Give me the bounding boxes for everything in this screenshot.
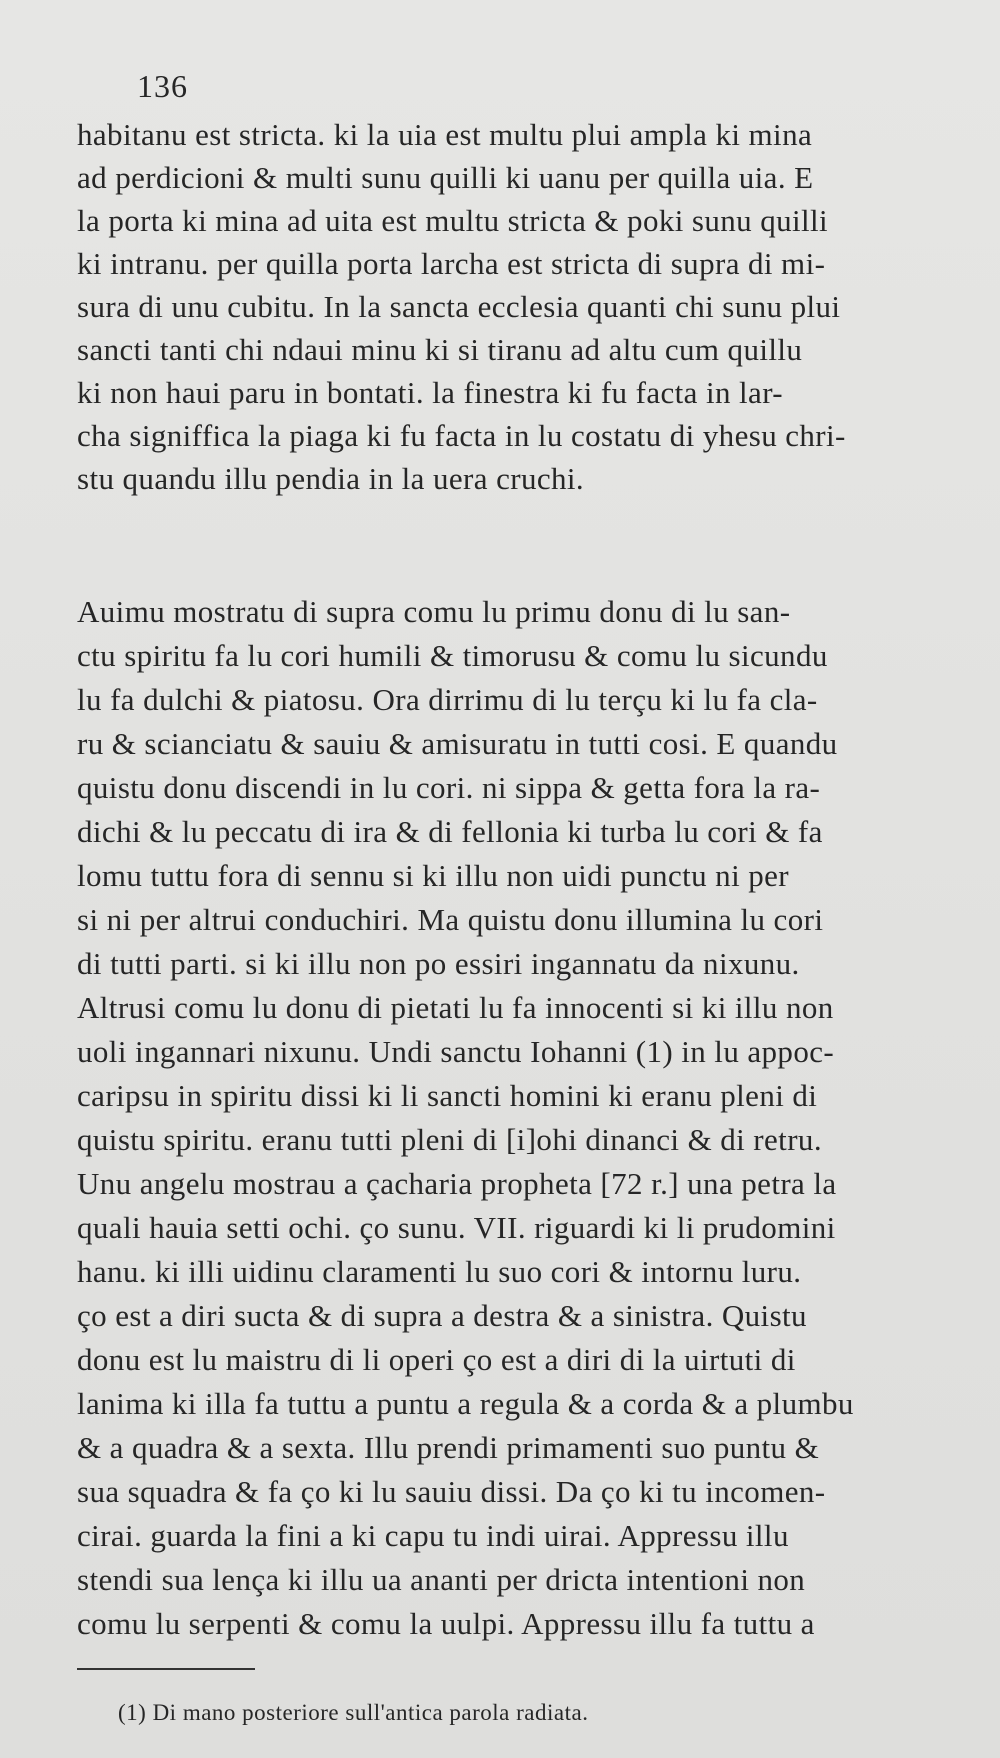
text-line: lu fa dulchi & piatosu. Ora dirrimu di lu terçu ki lu fa cla- — [77, 682, 818, 717]
footnote: (1) Di mano posteriore sull'antica parola radiata. — [118, 1700, 589, 1725]
text-line: quistu donu discendi in lu cori. ni sippa & getta fora la ra- — [77, 770, 821, 805]
text-line: ad perdicioni & multi sunu quilli ki uanu per quilla uia. E — [77, 160, 814, 195]
footnote-divider — [77, 1668, 255, 1670]
text-line: lanima ki illa fa tuttu a puntu a regula & a corda & a plumbu — [77, 1386, 854, 1421]
text-line: uoli ingannari nixunu. Undi sanctu Iohanni (1) in lu appoc- — [77, 1034, 835, 1069]
page-number: 136 — [137, 68, 188, 104]
text-line: lomu tuttu fora di sennu si ki illu non uidi punctu ni per — [77, 858, 790, 893]
text-line: dichi & lu peccatu di ira & di fellonia ki turba lu cori & fa — [77, 814, 823, 849]
text-line: quali hauia setti ochi. ço sunu. VII. riguardi ki li prudomini — [77, 1210, 836, 1245]
text-line: ctu spiritu fa lu cori humili & timorusu & comu lu sicundu — [77, 638, 828, 673]
text-line: Unu angelu mostrau a çacharia propheta [72 r.] una petra la — [77, 1166, 837, 1201]
text-line: Auimu mostratu di supra comu lu primu donu di lu san- — [77, 594, 791, 629]
text-line: cha signiffica la piaga ki fu facta in lu costatu di yhesu chri- — [77, 418, 846, 453]
text-line: sura di unu cubitu. In la sancta ecclesia quanti chi sunu plui — [77, 289, 841, 324]
text-line: la porta ki mina ad uita est multu stricta & poki sunu quilli — [77, 203, 829, 238]
text-line: & a quadra & a sexta. Illu prendi primamenti suo puntu & — [77, 1430, 820, 1465]
text-line: caripsu in spiritu dissi ki li sancti homini ki eranu pleni di — [77, 1078, 818, 1113]
text-line: stendi sua lença ki illu ua ananti per dricta intentioni non — [77, 1562, 806, 1597]
text-line: si ni per altrui conduchiri. Ma quistu donu illumina lu cori — [77, 902, 824, 937]
text-line: Altrusi comu lu donu di pietati lu fa innocenti si ki illu non — [77, 990, 834, 1025]
text-line: quistu spiritu. eranu tutti pleni di [i]ohi dinanci & di retru. — [77, 1122, 822, 1157]
text-line: ço est a diri sucta & di supra a destra & a sinistra. Quistu — [77, 1298, 807, 1333]
text-line: ki intranu. per quilla porta larcha est stricta di supra di mi- — [77, 246, 826, 281]
text-line: sua squadra & fa ço ki lu sauiu dissi. Da ço ki tu incomen- — [77, 1474, 826, 1509]
text-line: sancti tanti chi ndaui minu ki si tiranu ad altu cum quillu — [77, 332, 803, 367]
text-line: comu lu serpenti & comu la uulpi. Appressu illu fa tuttu a — [77, 1606, 815, 1641]
text-line: ru & scianciatu & sauiu & amisuratu in tutti cosi. E quandu — [77, 726, 838, 761]
text-line: habitanu est stricta. ki la uia est multu plui ampla ki mina — [77, 117, 813, 152]
text-line: ki non haui paru in bontati. la finestra ki fu facta in lar- — [77, 375, 784, 410]
text-line: donu est lu maistru di li operi ço est a diri di la uirtuti di — [77, 1342, 796, 1377]
text-line: stu quandu illu pendia in la uera cruchi. — [77, 461, 585, 496]
text-line: cirai. guarda la fini a ki capu tu indi uirai. Appressu illu — [77, 1518, 789, 1553]
text-line: di tutti parti. si ki illu non po essiri ingannatu da nixunu. — [77, 946, 800, 981]
text-line: hanu. ki illi uidinu claramenti lu suo cori & intornu luru. — [77, 1254, 802, 1289]
